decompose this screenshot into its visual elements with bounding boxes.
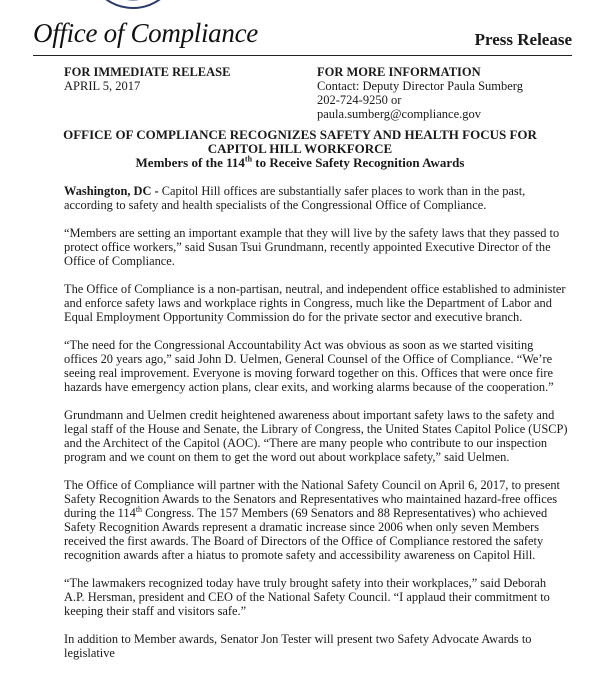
header-divider (33, 55, 572, 56)
paragraph-3: The Office of Compliance is a non-partisan, neutral, and independent office established to administer and enforce safety laws and workplace rights in Congress, much like the Department of Labor and Equal Employment Opportunity Commission do for the private sector and executive branch. (64, 282, 566, 324)
headline-line-2: CAPITOL HILL WORKFORCE (207, 141, 393, 156)
contact-name: Contact: Deputy Director Paula Sumberg (317, 79, 523, 93)
release-info (64, 65, 230, 93)
headline-line-1: OFFICE OF COMPLIANCE RECOGNIZES SAFETY AND HEALTH FOCUS FOR (63, 127, 537, 142)
contact-heading: FOR MORE INFORMATION (317, 65, 481, 79)
release-heading: FOR IMMEDIATE RELEASE (64, 65, 231, 79)
paragraph-8: In addition to Member awards, Senator Jon Tester will present two Safety Advocate Awards to legislative (64, 632, 532, 660)
press-release-label: Press Release (474, 30, 572, 49)
paragraph-4: “The need for the Congressional Accountability Act was obvious as soon as we started visiting offices 20 years ago,” said John D. Uelmen, General Counsel of the Office of Compliance. “We’re seeing real improvement. Everyone is moving forward together on this. Offices that were once fire hazards have emergency action plans, clear exits, and working alarms because of the cooperation.” (64, 338, 554, 394)
contact-email[interactable]: paula.sumberg@compliance.gov (317, 107, 482, 121)
paragraph-5: Grundmann and Uelmen credit heightened awareness about important safety laws to the safety and legal staff of the House and Senate, the Library of Congress, the United States Capitol Police (USCP) and the Architect of the Capitol (AOC). “There are many people who contribute to our inspection program and we count on them to get the word out about workplace safety,” said Uelmen. (64, 408, 568, 464)
dateline: Washington, DC - (64, 184, 159, 198)
paragraph-1: Washington, DC - Capitol Hill offices are substantially safer places to work than in the past, according to safety and health specialists of the Congressional Office of Compliance. (64, 184, 526, 212)
contact-phone: 202-724-9250 or (317, 93, 402, 107)
office-seal-logo (88, 0, 178, 10)
paragraph-2: “Members are setting an important example that they will live by the safety laws that they passed to protect office workers,” said Susan Tsui Grundmann, recently appointed Executive Director of the Office of Compliance. (64, 226, 560, 268)
headline-subtitle: Members of the 114th to Receive Safety Recognition Awards (135, 154, 465, 170)
paragraph-7: “The lawmakers recognized today have truly brought safety into their workplaces,” said Deborah A.P. Hersman, president and CEO of the National Safety Council. “I applaud their commitment to keeping their staff and visitors safe.” (64, 576, 550, 618)
office-title: Office of Compliance (33, 18, 258, 48)
article-body (64, 184, 568, 674)
release-date: APRIL 5, 2017 (64, 79, 141, 93)
contact-info (317, 65, 523, 121)
headline (60, 128, 540, 170)
paragraph-6: The Office of Compliance will partner with the National Safety Council on April 6, 2017, to present Safety Recognition Awards to the Senators and Representatives who maintained hazard-free offices during the 114th Congress. The 157 Members (69 Senators and 88 Representatives) who achieved Safety Recognition Awards represent a dramatic increase since 2006 when only seven Members received the first awards. The Board of Directors of the Office of Compliance restored the safety recognition awards after a hiatus to promote safety and accessibility awareness on Capitol Hill. (64, 478, 560, 562)
